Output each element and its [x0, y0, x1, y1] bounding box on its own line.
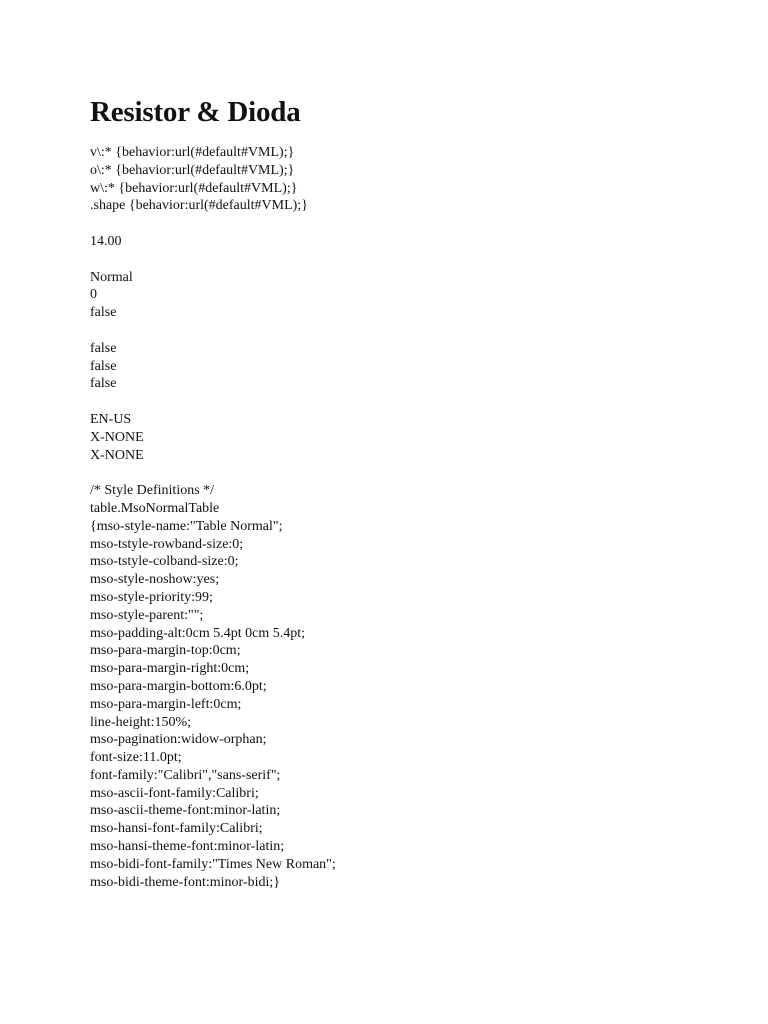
text-line: X-NONE [90, 447, 144, 463]
text-line: EN-US [90, 411, 132, 427]
text-block [90, 233, 730, 251]
document-body [90, 144, 730, 891]
text-line: mso-style-parent:""; [90, 607, 204, 623]
text-line: table.MsoNormalTable [90, 500, 220, 516]
text-line: .shape {behavior:url(#default#VML);} [90, 198, 308, 214]
text-block [90, 411, 730, 464]
text-line: mso-para-margin-top:0cm; [90, 643, 241, 659]
text-block [90, 269, 730, 322]
text-block [90, 340, 730, 393]
text-block [90, 482, 730, 891]
text-line: false [90, 340, 117, 356]
document-page [90, 92, 730, 909]
text-line: false [90, 376, 117, 392]
text-line: mso-pagination:widow-orphan; [90, 732, 267, 748]
text-line: X-NONE [90, 429, 144, 445]
document-title: Resistor & Dioda [90, 96, 301, 128]
text-line: font-size:11.0pt; [90, 750, 182, 766]
text-line: /* Style Definitions */ [90, 483, 215, 499]
text-line: mso-hansi-theme-font:minor-latin; [90, 839, 285, 855]
text-line: mso-style-priority:99; [90, 589, 213, 605]
text-line: mso-para-margin-bottom:6.0pt; [90, 678, 267, 694]
text-line: w\:* {behavior:url(#default#VML);} [90, 180, 298, 196]
text-line: Normal [90, 269, 133, 285]
text-line: 0 [90, 287, 97, 303]
text-line: mso-bidi-font-family:"Times New Roman"; [90, 856, 336, 872]
text-line: mso-para-margin-left:0cm; [90, 696, 242, 712]
text-line: {mso-style-name:"Table Normal"; [90, 518, 283, 534]
text-line: mso-padding-alt:0cm 5.4pt 0cm 5.4pt; [90, 625, 306, 641]
text-line: false [90, 305, 117, 321]
text-line: mso-tstyle-colband-size:0; [90, 554, 239, 570]
text-block [90, 144, 730, 215]
text-line: 14.00 [90, 233, 122, 249]
text-line: mso-para-margin-right:0cm; [90, 661, 250, 677]
text-line: false [90, 358, 117, 374]
text-line: mso-ascii-theme-font:minor-latin; [90, 803, 281, 819]
text-line: font-family:"Calibri","sans-serif"; [90, 767, 281, 783]
text-line: mso-tstyle-rowband-size:0; [90, 536, 244, 552]
text-line: mso-hansi-font-family:Calibri; [90, 821, 263, 837]
text-line: v\:* {behavior:url(#default#VML);} [90, 145, 295, 160]
text-line: line-height:150%; [90, 714, 192, 730]
text-line: mso-style-noshow:yes; [90, 572, 220, 588]
text-line: o\:* {behavior:url(#default#VML);} [90, 162, 295, 178]
text-line: mso-ascii-font-family:Calibri; [90, 785, 259, 801]
text-line: mso-bidi-theme-font:minor-bidi;} [90, 874, 280, 890]
